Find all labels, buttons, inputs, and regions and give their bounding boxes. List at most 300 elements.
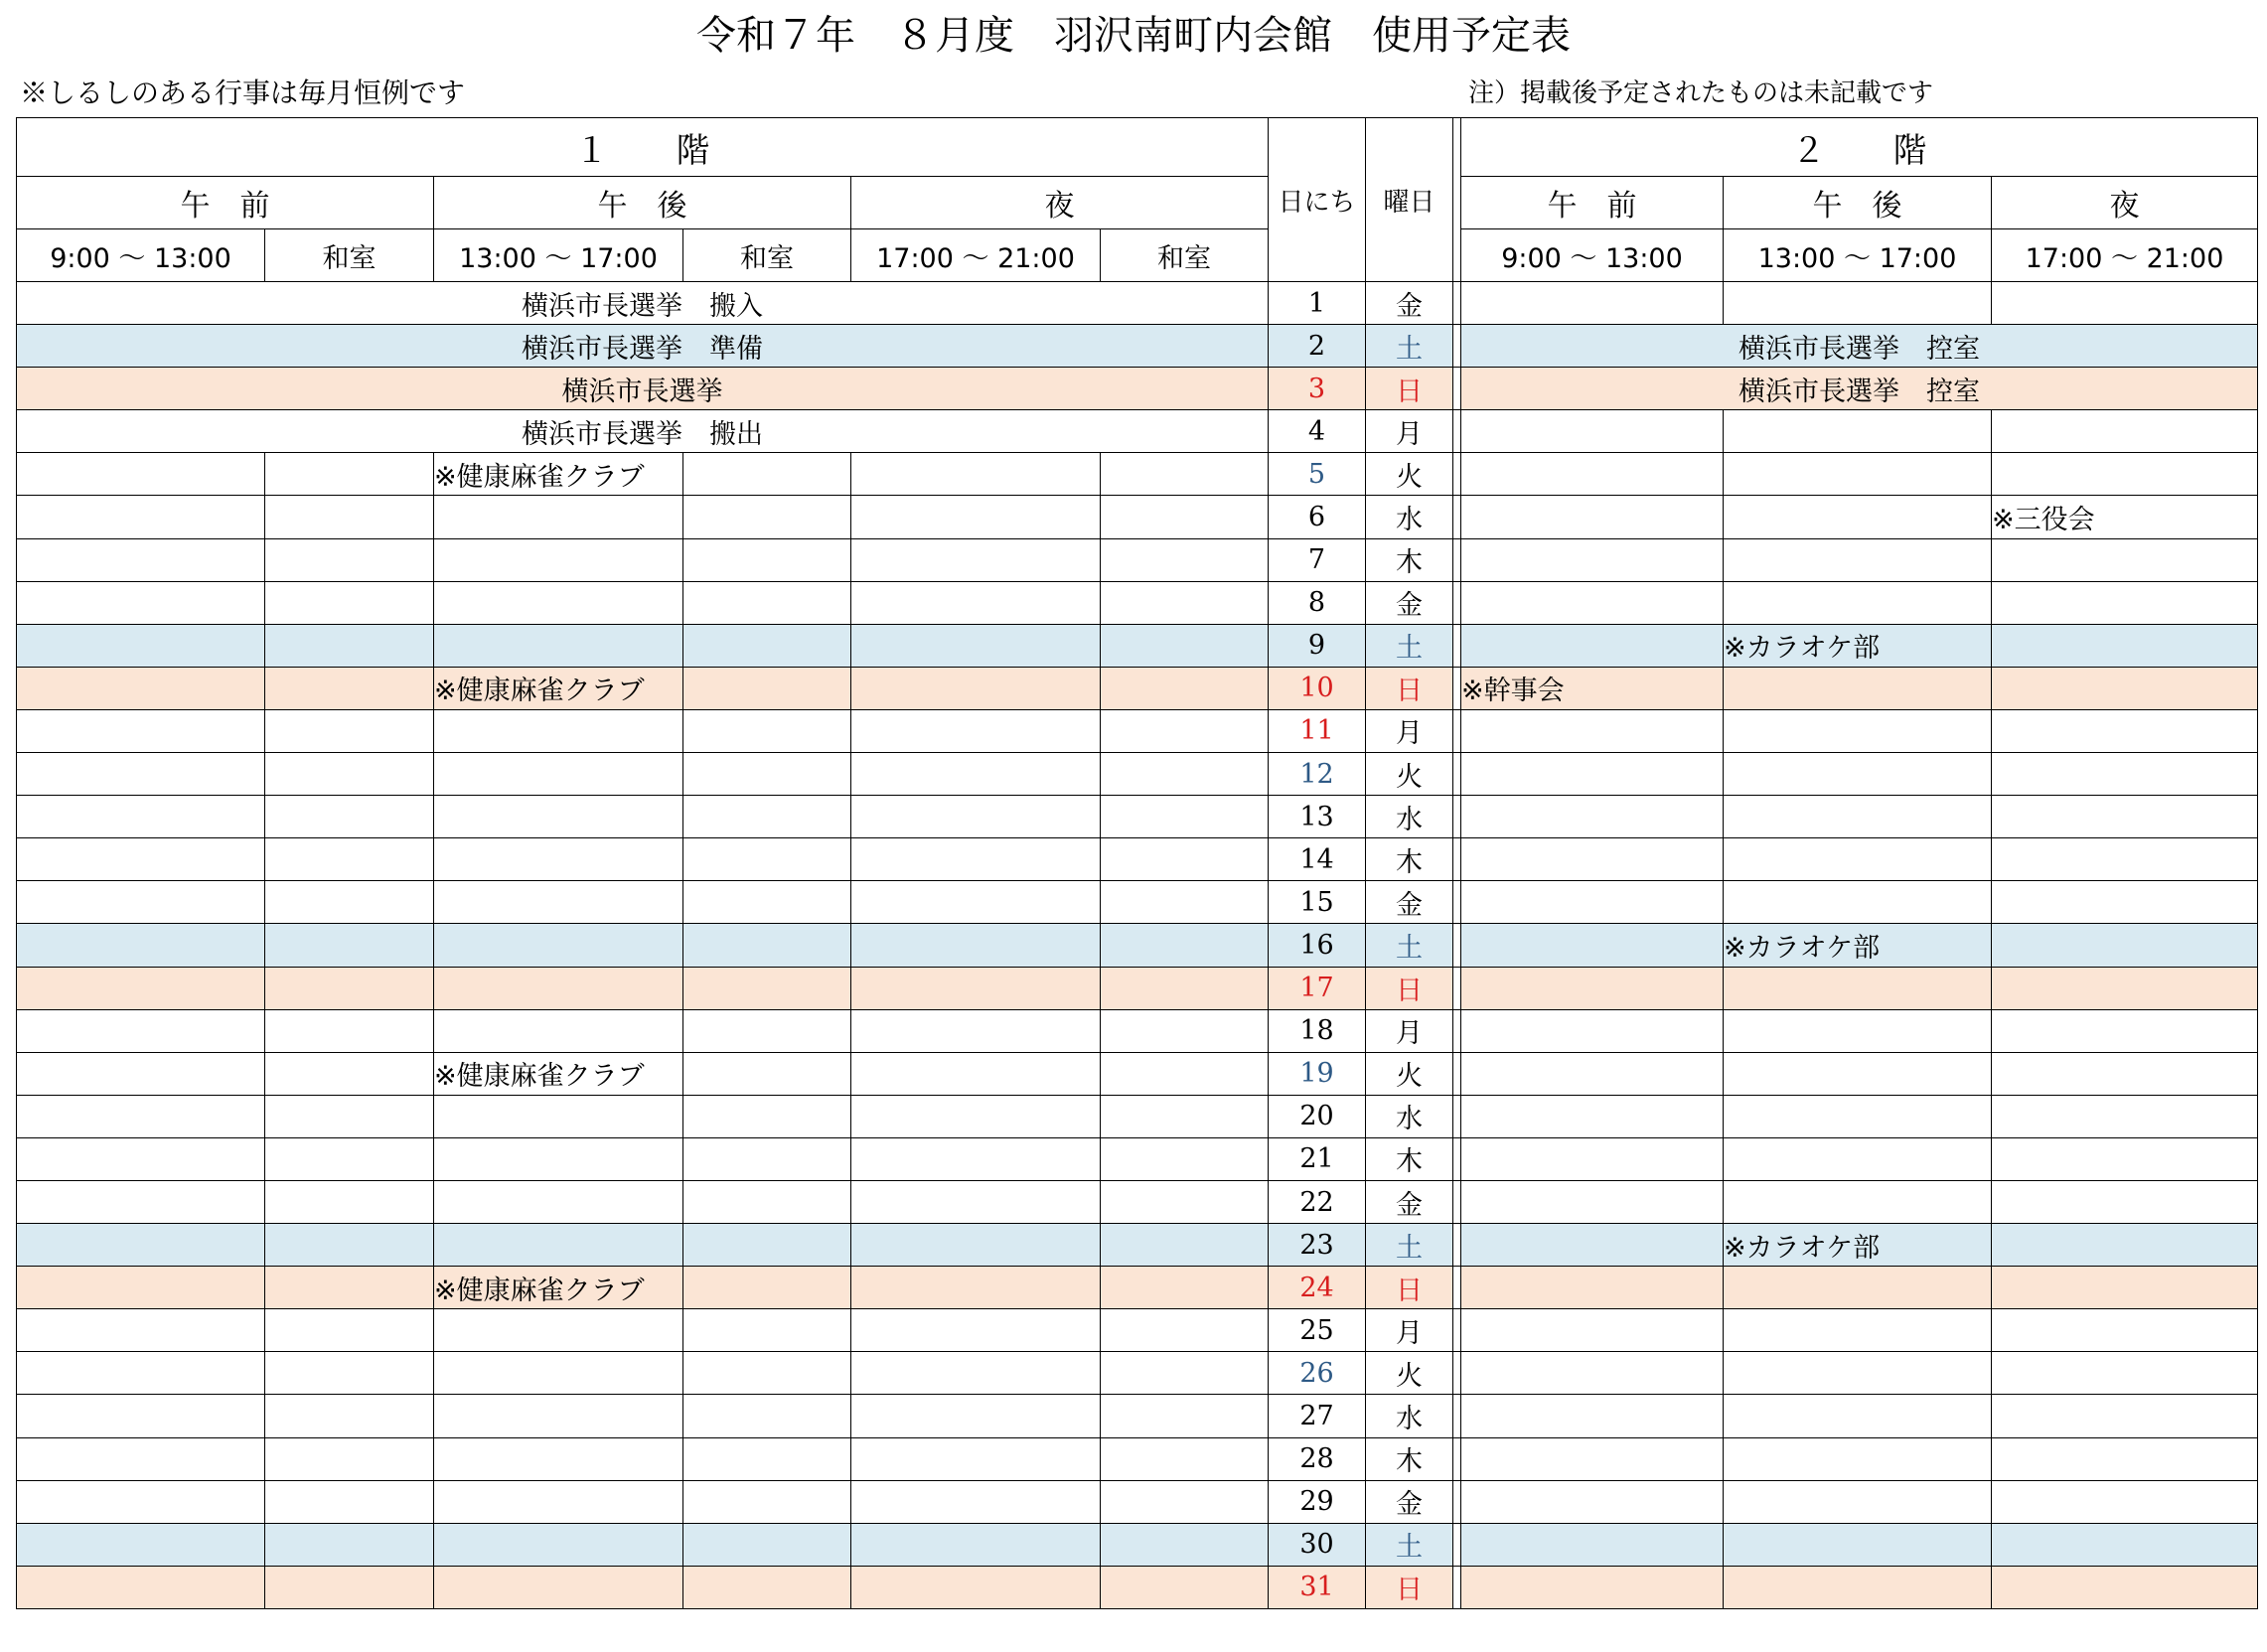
column-gap (1453, 667, 1461, 709)
floor1-cell (1101, 881, 1269, 924)
day-number: 30 (1269, 1523, 1366, 1566)
day-number: 3 (1269, 368, 1366, 410)
column-gap (1453, 924, 1461, 967)
floor1-cell (434, 1180, 683, 1223)
weekday: 月 (1366, 1309, 1453, 1352)
schedule-row (17, 1095, 2258, 1137)
floor2-cell (1461, 967, 1724, 1009)
floor2-cell (1992, 581, 2258, 624)
column-gap (1453, 1309, 1461, 1352)
floor1-cell (17, 581, 265, 624)
day-number: 16 (1269, 924, 1366, 967)
schedule-row (17, 368, 2258, 410)
schedule-row (17, 1309, 2258, 1352)
column-gap (1453, 1566, 1461, 1608)
floor1-cell (683, 1009, 851, 1052)
floor1-cell: 横浜市長選挙 (17, 368, 1269, 410)
floor1-cell (265, 1566, 434, 1608)
schedule-table (16, 117, 2258, 1609)
floor1-cell (265, 1180, 434, 1223)
floor1-cell: ※健康麻雀クラブ (434, 453, 683, 496)
weekday: 金 (1366, 881, 1453, 924)
floor2-cell (1461, 1267, 1724, 1309)
floor1-cell (1101, 838, 1269, 881)
floor2-cell: 横浜市長選挙 控室 (1461, 325, 2258, 368)
floor1-cell (265, 967, 434, 1009)
floor2-cell (1724, 1137, 1992, 1180)
schedule-row (17, 1395, 2258, 1437)
floor1-cell (434, 496, 683, 538)
floor1-cell (851, 496, 1101, 538)
floor2-morning-time: 9:00 〜 13:00 (1461, 229, 1724, 282)
floor2-cell (1992, 881, 2258, 924)
floor1-cell (1101, 1309, 1269, 1352)
weekday: 金 (1366, 581, 1453, 624)
day-number: 27 (1269, 1395, 1366, 1437)
floor1-cell (265, 538, 434, 581)
floor2-cell (1461, 1352, 1724, 1395)
floor1-cell (1101, 1267, 1269, 1309)
schedule-row (17, 881, 2258, 924)
floor2-cell: ※幹事会 (1461, 667, 1724, 709)
floor2-cell (1724, 453, 1992, 496)
floor2-cell (1461, 796, 1724, 838)
column-gap (1453, 796, 1461, 838)
floor2-cell (1724, 282, 1992, 325)
floor1-cell (683, 1523, 851, 1566)
schedule-body (17, 282, 2258, 1609)
schedule-row (17, 453, 2258, 496)
floor2-cell (1992, 1352, 2258, 1395)
floor1-cell (683, 1137, 851, 1180)
schedule-row (17, 667, 2258, 709)
weekday: 火 (1366, 1352, 1453, 1395)
floor2-cell (1461, 282, 1724, 325)
schedule-row (17, 753, 2258, 796)
floor1-afternoon-washitsu: 和室 (683, 229, 851, 282)
floor2-cell (1992, 967, 2258, 1009)
floor2-morning-header: 午 前 (1461, 177, 1724, 229)
weekday: 月 (1366, 1009, 1453, 1052)
floor1-cell (17, 1095, 265, 1137)
schedule-row (17, 325, 2258, 368)
weekday: 土 (1366, 1224, 1453, 1267)
schedule-row (17, 1137, 2258, 1180)
floor1-cell (17, 838, 265, 881)
floor2-cell (1992, 838, 2258, 881)
floor1-cell (265, 581, 434, 624)
weekday: 木 (1366, 1437, 1453, 1480)
floor1-cell (851, 1180, 1101, 1223)
weekday: 木 (1366, 838, 1453, 881)
floor1-cell (265, 1352, 434, 1395)
floor2-cell (1461, 1137, 1724, 1180)
floor1-cell (265, 924, 434, 967)
floor2-cell (1992, 1523, 2258, 1566)
weekday: 金 (1366, 1180, 1453, 1223)
unlisted-note: 注）掲載後予定されたものは未記載です (1468, 78, 1934, 108)
day-number: 7 (1269, 538, 1366, 581)
floor1-header: １ 階 (17, 118, 1269, 177)
floor1-cell (17, 1180, 265, 1223)
floor2-cell (1724, 1267, 1992, 1309)
column-gap (1453, 838, 1461, 881)
column-gap (1453, 1437, 1461, 1480)
floor1-cell (17, 1352, 265, 1395)
floor1-cell (1101, 796, 1269, 838)
floor2-cell (1992, 667, 2258, 709)
floor1-cell: ※健康麻雀クラブ (434, 667, 683, 709)
floor1-cell (434, 1395, 683, 1437)
weekday: 火 (1366, 453, 1453, 496)
column-gap (1453, 1395, 1461, 1437)
floor1-cell: ※健康麻雀クラブ (434, 1052, 683, 1095)
floor1-cell (683, 1437, 851, 1480)
floor2-cell (1992, 624, 2258, 667)
day-number: 20 (1269, 1095, 1366, 1137)
floor2-cell (1724, 410, 1992, 453)
floor1-cell (434, 1009, 683, 1052)
floor1-cell (17, 1052, 265, 1095)
floor2-cell (1461, 924, 1724, 967)
floor2-cell (1992, 709, 2258, 752)
column-gap (1453, 1352, 1461, 1395)
floor1-cell (265, 709, 434, 752)
floor1-cell: 横浜市長選挙 搬出 (17, 410, 1269, 453)
floor1-cell: ※健康麻雀クラブ (434, 1267, 683, 1309)
floor1-cell (17, 667, 265, 709)
floor2-cell (1992, 753, 2258, 796)
floor2-cell: ※三役会 (1992, 496, 2258, 538)
weekday: 水 (1366, 1095, 1453, 1137)
floor2-cell (1461, 1224, 1724, 1267)
day-number: 1 (1269, 282, 1366, 325)
day-number: 13 (1269, 796, 1366, 838)
floor1-cell (265, 624, 434, 667)
day-number: 22 (1269, 1180, 1366, 1223)
day-number: 21 (1269, 1137, 1366, 1180)
floor1-cell (683, 1309, 851, 1352)
schedule-row (17, 1523, 2258, 1566)
weekday-header: 曜日 (1366, 118, 1453, 282)
floor2-cell (1992, 282, 2258, 325)
floor1-cell (434, 538, 683, 581)
schedule-row (17, 496, 2258, 538)
floor2-cell (1461, 496, 1724, 538)
column-gap (1453, 410, 1461, 453)
column-gap (1453, 1095, 1461, 1137)
floor1-cell (434, 838, 683, 881)
floor1-cell (434, 753, 683, 796)
floor2-cell (1461, 838, 1724, 881)
schedule-row (17, 838, 2258, 881)
floor2-cell (1724, 838, 1992, 881)
schedule-row (17, 1480, 2258, 1523)
weekday: 火 (1366, 753, 1453, 796)
floor1-cell (17, 1566, 265, 1608)
floor2-cell: ※カラオケ部 (1724, 1224, 1992, 1267)
floor1-cell (1101, 1480, 1269, 1523)
floor1-cell: 横浜市長選挙 搬入 (17, 282, 1269, 325)
floor1-cell (851, 709, 1101, 752)
column-gap (1453, 453, 1461, 496)
floor1-cell (265, 1137, 434, 1180)
floor1-cell (17, 538, 265, 581)
floor2-cell: 横浜市長選挙 控室 (1461, 368, 2258, 410)
floor2-cell (1992, 796, 2258, 838)
floor1-cell (683, 538, 851, 581)
floor1-cell (683, 1480, 851, 1523)
schedule-row (17, 967, 2258, 1009)
column-gap (1453, 881, 1461, 924)
schedule-row (17, 282, 2258, 325)
floor1-cell (434, 796, 683, 838)
floor1-cell (1101, 1395, 1269, 1437)
weekday: 火 (1366, 1052, 1453, 1095)
floor1-cell (683, 453, 851, 496)
weekday: 土 (1366, 924, 1453, 967)
floor1-cell (683, 1052, 851, 1095)
floor1-cell (851, 753, 1101, 796)
column-gap (1453, 1137, 1461, 1180)
floor1-cell (434, 1566, 683, 1608)
column-gap (1453, 1052, 1461, 1095)
floor1-cell (265, 753, 434, 796)
floor2-cell (1461, 1480, 1724, 1523)
weekday: 月 (1366, 410, 1453, 453)
floor1-cell (265, 1480, 434, 1523)
floor1-cell: 横浜市長選挙 準備 (17, 325, 1269, 368)
floor2-cell (1724, 1523, 1992, 1566)
floor1-cell (683, 796, 851, 838)
floor1-cell (1101, 1523, 1269, 1566)
floor1-cell (17, 1009, 265, 1052)
floor1-cell (265, 1095, 434, 1137)
floor1-afternoon-header: 午 後 (434, 177, 851, 229)
floor2-cell (1724, 881, 1992, 924)
floor1-cell (265, 1052, 434, 1095)
schedule-row (17, 581, 2258, 624)
floor2-cell (1461, 881, 1724, 924)
floor2-cell (1992, 1480, 2258, 1523)
floor1-cell (17, 753, 265, 796)
floor1-cell (1101, 1095, 1269, 1137)
floor2-cell (1992, 453, 2258, 496)
floor1-cell (434, 581, 683, 624)
floor1-cell (683, 924, 851, 967)
floor2-cell (1724, 1395, 1992, 1437)
floor2-cell (1724, 1095, 1992, 1137)
day-number: 28 (1269, 1437, 1366, 1480)
floor1-cell (851, 1437, 1101, 1480)
floor1-cell (851, 1137, 1101, 1180)
floor1-cell (17, 967, 265, 1009)
floor2-cell (1992, 1309, 2258, 1352)
floor2-cell (1461, 624, 1724, 667)
schedule-row (17, 1267, 2258, 1309)
weekday: 日 (1366, 967, 1453, 1009)
floor2-afternoon-header: 午 後 (1724, 177, 1992, 229)
floor1-cell (851, 624, 1101, 667)
day-number: 19 (1269, 1052, 1366, 1095)
weekday: 日 (1366, 667, 1453, 709)
floor2-cell (1992, 538, 2258, 581)
floor1-cell (683, 1566, 851, 1608)
floor1-cell (851, 1009, 1101, 1052)
floor1-cell (683, 838, 851, 881)
floor1-cell (265, 496, 434, 538)
weekday: 月 (1366, 709, 1453, 752)
floor1-cell (1101, 453, 1269, 496)
floor1-cell (1101, 1137, 1269, 1180)
floor2-cell (1461, 709, 1724, 752)
column-gap (1453, 709, 1461, 752)
floor1-cell (265, 453, 434, 496)
day-number: 17 (1269, 967, 1366, 1009)
weekday: 木 (1366, 538, 1453, 581)
floor1-cell (1101, 1224, 1269, 1267)
floor1-cell (683, 753, 851, 796)
floor1-cell (17, 1137, 265, 1180)
day-number: 26 (1269, 1352, 1366, 1395)
floor1-cell (1101, 667, 1269, 709)
page-title: 令和７年 ８月度 羽沢南町内会館 使用予定表 (696, 13, 1571, 59)
column-gap (1453, 368, 1461, 410)
floor1-cell (1101, 967, 1269, 1009)
floor1-cell (1101, 1180, 1269, 1223)
floor2-cell (1724, 753, 1992, 796)
floor1-cell (17, 1267, 265, 1309)
day-number: 5 (1269, 453, 1366, 496)
schedule-row (17, 796, 2258, 838)
floor1-cell (851, 1352, 1101, 1395)
floor1-cell (683, 1395, 851, 1437)
floor2-header: ２ 階 (1461, 118, 2258, 177)
day-number: 8 (1269, 581, 1366, 624)
floor2-cell (1461, 1437, 1724, 1480)
floor2-cell (1724, 796, 1992, 838)
floor1-cell (851, 1309, 1101, 1352)
floor1-morning-washitsu: 和室 (265, 229, 434, 282)
column-gap (1453, 496, 1461, 538)
day-number: 31 (1269, 1566, 1366, 1608)
floor2-cell (1992, 924, 2258, 967)
floor1-cell (851, 453, 1101, 496)
floor2-cell (1461, 538, 1724, 581)
floor1-cell (1101, 1566, 1269, 1608)
floor2-cell (1992, 1095, 2258, 1137)
floor1-cell (851, 538, 1101, 581)
weekday: 金 (1366, 1480, 1453, 1523)
floor1-cell (1101, 581, 1269, 624)
column-gap (1453, 118, 1461, 282)
floor2-cell (1724, 1180, 1992, 1223)
floor1-cell (434, 1437, 683, 1480)
weekday: 水 (1366, 796, 1453, 838)
floor1-cell (851, 881, 1101, 924)
schedule-row (17, 1052, 2258, 1095)
day-number: 24 (1269, 1267, 1366, 1309)
floor2-night-time: 17:00 〜 21:00 (1992, 229, 2258, 282)
floor2-cell (1724, 1052, 1992, 1095)
column-gap (1453, 624, 1461, 667)
floor1-cell (851, 924, 1101, 967)
weekday: 土 (1366, 624, 1453, 667)
floor1-cell (17, 1523, 265, 1566)
floor1-cell (851, 1052, 1101, 1095)
floor1-night-header: 夜 (851, 177, 1269, 229)
floor1-cell (1101, 1352, 1269, 1395)
weekday: 日 (1366, 1566, 1453, 1608)
schedule-row (17, 410, 2258, 453)
floor1-cell (434, 1523, 683, 1566)
floor2-cell: ※カラオケ部 (1724, 924, 1992, 967)
schedule-row (17, 1352, 2258, 1395)
floor2-cell (1461, 581, 1724, 624)
weekday: 水 (1366, 496, 1453, 538)
schedule-row (17, 924, 2258, 967)
floor1-cell (851, 796, 1101, 838)
floor1-cell (851, 967, 1101, 1009)
floor1-cell (434, 709, 683, 752)
floor1-cell (851, 581, 1101, 624)
floor2-cell (1724, 581, 1992, 624)
day-number: 10 (1269, 667, 1366, 709)
floor1-cell (434, 1309, 683, 1352)
weekday: 土 (1366, 1523, 1453, 1566)
floor2-cell (1724, 967, 1992, 1009)
schedule-row (17, 1009, 2258, 1052)
floor2-cell (1724, 667, 1992, 709)
schedule-row (17, 1437, 2258, 1480)
schedule-row (17, 709, 2258, 752)
floor1-cell (1101, 753, 1269, 796)
column-gap (1453, 282, 1461, 325)
weekday: 木 (1366, 1137, 1453, 1180)
floor1-cell (851, 1095, 1101, 1137)
floor1-cell (683, 624, 851, 667)
floor2-cell (1461, 1523, 1724, 1566)
floor2-cell (1992, 1224, 2258, 1267)
day-number: 11 (1269, 709, 1366, 752)
floor1-cell (434, 967, 683, 1009)
floor1-cell (1101, 538, 1269, 581)
floor1-cell (851, 1224, 1101, 1267)
floor1-cell (17, 1437, 265, 1480)
floor2-cell (1461, 1395, 1724, 1437)
floor2-cell (1461, 453, 1724, 496)
floor1-cell (265, 1437, 434, 1480)
day-number: 29 (1269, 1480, 1366, 1523)
schedule-row (17, 1566, 2258, 1608)
floor1-cell (265, 1224, 434, 1267)
schedule-row (17, 624, 2258, 667)
floor1-cell (265, 667, 434, 709)
schedule-row (17, 1224, 2258, 1267)
floor1-cell (1101, 624, 1269, 667)
floor1-cell (1101, 496, 1269, 538)
floor2-cell (1724, 1352, 1992, 1395)
floor1-cell (851, 1523, 1101, 1566)
floor1-cell (17, 881, 265, 924)
floor2-cell (1724, 1009, 1992, 1052)
day-header: 日にち (1269, 118, 1366, 282)
floor1-cell (17, 924, 265, 967)
column-gap (1453, 1523, 1461, 1566)
floor2-cell (1992, 1009, 2258, 1052)
recurring-note: ※しるしのある行事は毎月恒例です (20, 76, 466, 109)
floor1-night-time: 17:00 〜 21:00 (851, 229, 1101, 282)
